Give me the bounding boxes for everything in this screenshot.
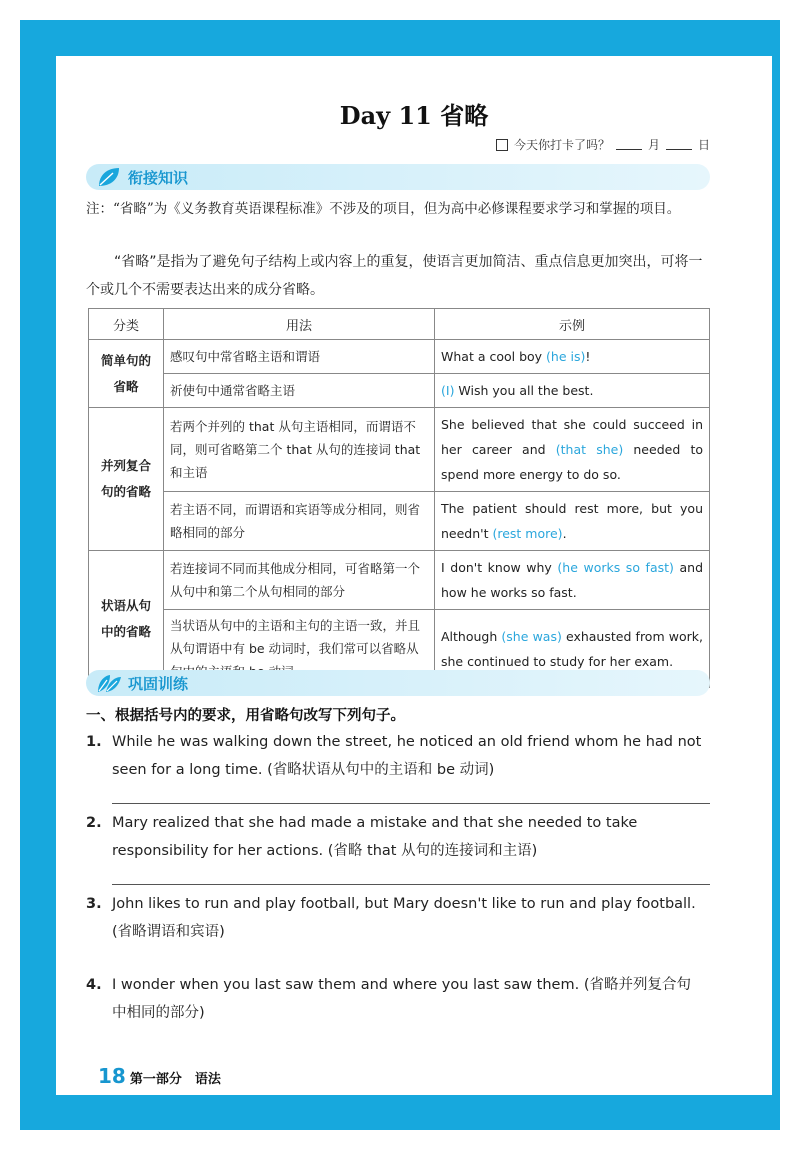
example-text: Wish you all the best. — [454, 383, 594, 398]
question-number: 2. — [86, 815, 102, 831]
double-leaf-icon — [96, 672, 122, 694]
question-number: 4. — [86, 977, 102, 993]
example-text: The patient should rest more, but you needn't — [441, 501, 703, 541]
checkin-checkbox[interactable] — [496, 139, 508, 151]
example-cell — [435, 492, 710, 551]
header-category: 分类 — [89, 309, 164, 340]
example-omitted: (I) — [441, 383, 455, 398]
day-label: 日 — [697, 138, 710, 152]
question-item — [86, 728, 710, 784]
example-text: exhausted from work, she continued to study for her exam. — [441, 628, 703, 669]
question-text: While he was walking down the street, he noticed an old friend whom he had not — [112, 734, 702, 750]
example-cell — [435, 408, 710, 492]
example-text: needed to spend more energy to do so. — [441, 442, 703, 482]
month-label: 月 — [647, 138, 660, 152]
question-text: Mary realized that she had made a mistake and that she needed to take — [112, 815, 638, 831]
page-footer — [98, 1064, 221, 1088]
table-row — [89, 374, 710, 408]
example-omitted: (he is) — [546, 349, 586, 364]
page-frame-bottom — [20, 1095, 780, 1130]
section-label: 巩固训练 — [128, 674, 189, 693]
example-omitted: (he works so fast) — [557, 560, 674, 575]
page-number: 18 — [98, 1064, 126, 1088]
section-header-connect-knowledge — [86, 164, 710, 190]
answer-line[interactable] — [112, 884, 710, 885]
footer-text: 第一部分 语法 — [129, 1072, 221, 1087]
question-text-continued: responsibility for her actions. (省略 that 从句的连接词和主语) — [112, 843, 538, 859]
example-omitted: (she was) — [501, 628, 562, 644]
category-simple: 简单句的省略 — [89, 340, 164, 408]
example-cell — [435, 551, 710, 610]
table-row — [89, 340, 710, 374]
category-adverbial: 状语从句中的省略 — [89, 551, 164, 688]
question-item — [86, 971, 710, 1027]
page-frame-left — [20, 20, 56, 1130]
header-usage: 用法 — [164, 309, 435, 340]
page-frame-right — [772, 20, 780, 1130]
answer-line[interactable] — [112, 803, 710, 804]
question-number: 1. — [86, 734, 102, 750]
question-item — [86, 809, 710, 865]
section-header-practice — [86, 670, 710, 696]
usage-cell: 若连接词不同而其他成分相同，可省略第一个从句中和第二个从句相同的部分 — [164, 551, 435, 610]
worksheet-page — [56, 56, 772, 1095]
example-omitted: (rest more) — [492, 526, 563, 541]
example-text: I don't know why — [441, 560, 558, 575]
intro-paragraph: “省略”是指为了避免句子结构上或内容上的重复，使语言更加简洁、重点信息更加突出，可将一个或几个不需要表达出来的成分省略。 — [86, 254, 703, 298]
usage-cell: 当状语从句中的主语和主句的主语一致，并且从句谓语中有 be 动词时，我们常可以省略从 — [164, 610, 435, 688]
month-blank[interactable] — [616, 139, 642, 150]
example-text: and how he works so fast. — [441, 560, 703, 600]
question-text: I wonder when you last saw them and where you last saw them. (省略并列复合句 — [112, 977, 691, 993]
example-text: ! — [585, 349, 591, 364]
example-cell — [435, 374, 710, 408]
leaf-icon — [96, 166, 122, 188]
checkin-text: 今天你打卡了吗？ — [513, 138, 610, 152]
note-text: 注：“省略”为《义务教育英语课程标准》不涉及的项目，但为高中必修课程要求学习和掌握的项目。 — [86, 201, 681, 217]
table-header-row — [89, 309, 710, 340]
table-row — [89, 408, 710, 492]
usage-cell: 若主语不同，而谓语和宾语等成分相同，则省略相同的部分 — [164, 492, 435, 551]
usage-cell: 若两个并列的 that 从句主语相同，而谓语不同，则可省略第二个 that 从句的连接词 that 和主语 — [164, 408, 435, 492]
page-title: Day 11 省略 — [339, 101, 489, 130]
table-row — [89, 492, 710, 551]
question-number: 3. — [86, 896, 102, 912]
example-cell — [435, 340, 710, 374]
ellipsis-rules-table — [88, 308, 710, 688]
example-omitted: (that she) — [555, 442, 624, 457]
question-text-continued: seen for a long time. (省略状语从句中的主语和 be 动词) — [112, 762, 495, 778]
header-example: 示例 — [435, 309, 710, 340]
question-item — [86, 890, 710, 946]
question-text-continued: 中相同的部分) — [112, 1005, 205, 1021]
example-text: She believed that she could succeed in her career and — [441, 417, 703, 457]
question-text: John likes to run and play football, but Mary doesn't like to run and play football. — [112, 896, 696, 912]
example-text: Although — [441, 628, 502, 644]
example-text: . — [562, 526, 567, 541]
table-row — [89, 551, 710, 610]
usage-cell: 祈使句中通常省略主语 — [164, 374, 435, 408]
day-blank[interactable] — [666, 139, 692, 150]
exercise-instructions: 一、根据括号内的要求，用省略句改写下列句子。 — [86, 708, 405, 724]
usage-cell: 感叹句中常省略主语和谓语 — [164, 340, 435, 374]
question-text-continued: (省略谓语和宾语) — [112, 924, 225, 940]
category-compound: 并列复合句的省略 — [89, 408, 164, 551]
checkin-row — [496, 136, 710, 153]
example-text: What a cool boy — [441, 349, 547, 364]
page-frame-top — [20, 20, 780, 56]
section-label: 衔接知识 — [128, 168, 189, 187]
